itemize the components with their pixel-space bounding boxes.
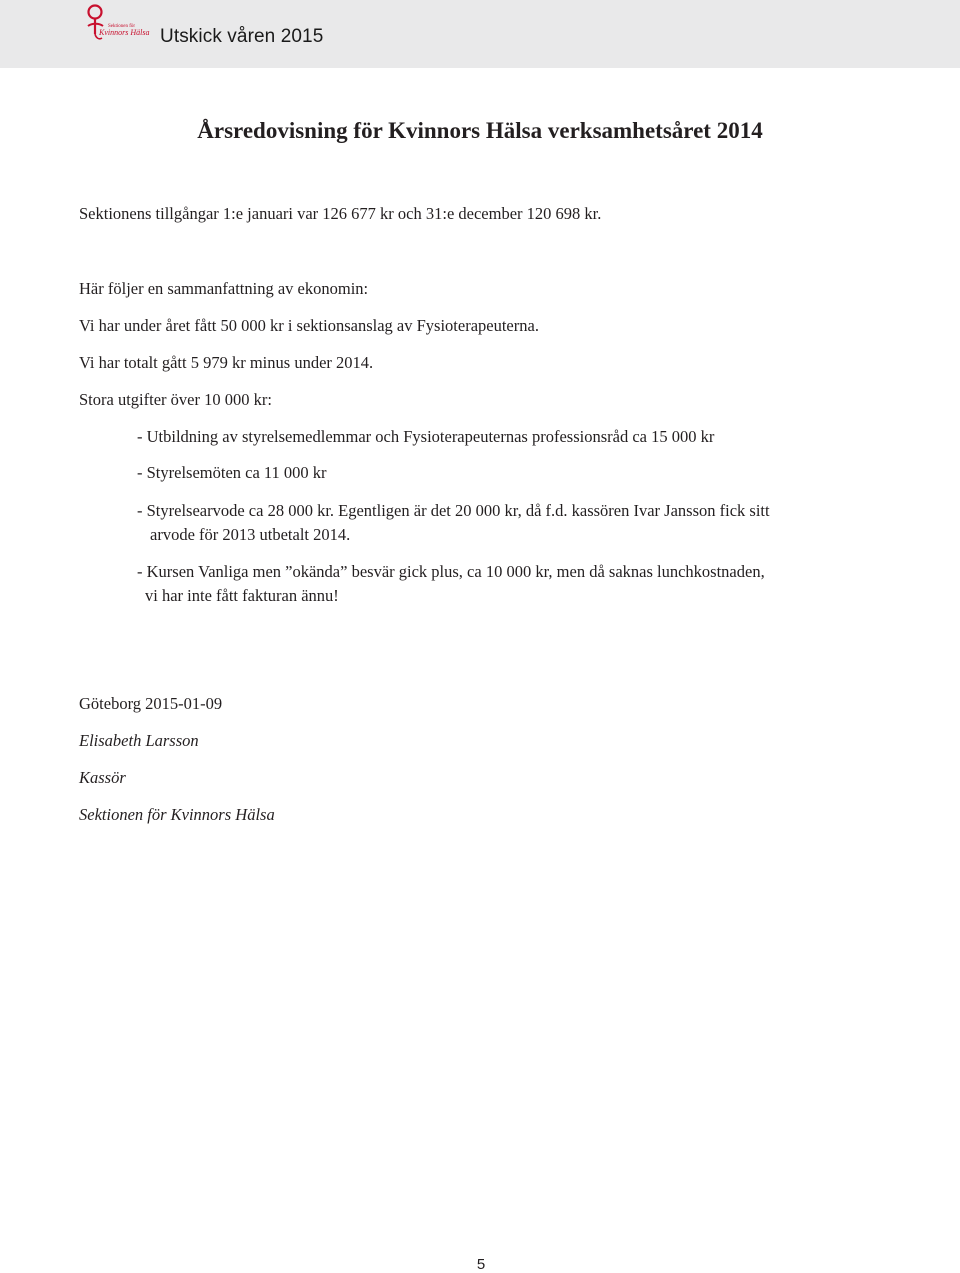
intro-paragraph: Här följer en sammanfattning av ekonomin: [79,279,369,298]
page-number [0,1256,960,1273]
expense-item-continuation: arvode för 2013 utbetalt 2014. [150,525,351,544]
expense-item-line: - Utbildning av styrelsemedlemmar och Fysioterapeuternas professionsråd ca 15 000 kr [137,427,715,446]
signature-place-date: Göteborg 2015-01-09 [79,694,223,713]
logo-text: Kvinnors Hälsa [99,28,150,37]
assets-paragraph: Sektionens tillgångar 1:e januari var 126 677 kr och 31:e december 120 698 kr. [79,204,602,223]
logo-small-text: Sektionen för [108,24,136,29]
expense-item [137,499,770,547]
expense-item [137,461,327,485]
expense-item-line: - Styrelsearvode ca 28 000 kr. Egentligen är det 20 000 kr, då f.d. kassören Ivar Jansson fick sitt [137,501,770,520]
signature-organization: Sektionen för Kvinnors Hälsa [79,805,275,824]
kvinnors-halsa-logo [82,2,162,44]
header-title: Utskick våren 2015 [160,26,324,47]
document-title: Årsredovisning för Kvinnors Hälsa verksamhetsåret 2014 [197,118,763,143]
expense-item [137,560,765,608]
big-expenses-heading: Stora utgifter över 10 000 kr: [79,390,272,409]
signature-name: Elisabeth Larsson [79,731,199,750]
page-number-text: 5 [476,1256,486,1273]
expense-item-line: - Styrelsemöten ca 11 000 kr [137,463,327,482]
expense-item [137,425,714,449]
deficit-paragraph: Vi har totalt gått 5 979 kr minus under 2014. [79,353,374,372]
expense-item-line: - Kursen Vanliga men ”okända” besvär gick plus, ca 10 000 kr, men då saknas lunchkostnaden, [137,562,765,581]
expense-item-continuation: vi har inte fått fakturan ännu! [145,586,339,605]
grant-paragraph: Vi har under året fått 50 000 kr i sektionsanslag av Fysioterapeuterna. [79,316,539,335]
header-band [0,0,960,68]
logo-mark-icon [82,2,162,44]
signature-role: Kassör [79,768,126,787]
